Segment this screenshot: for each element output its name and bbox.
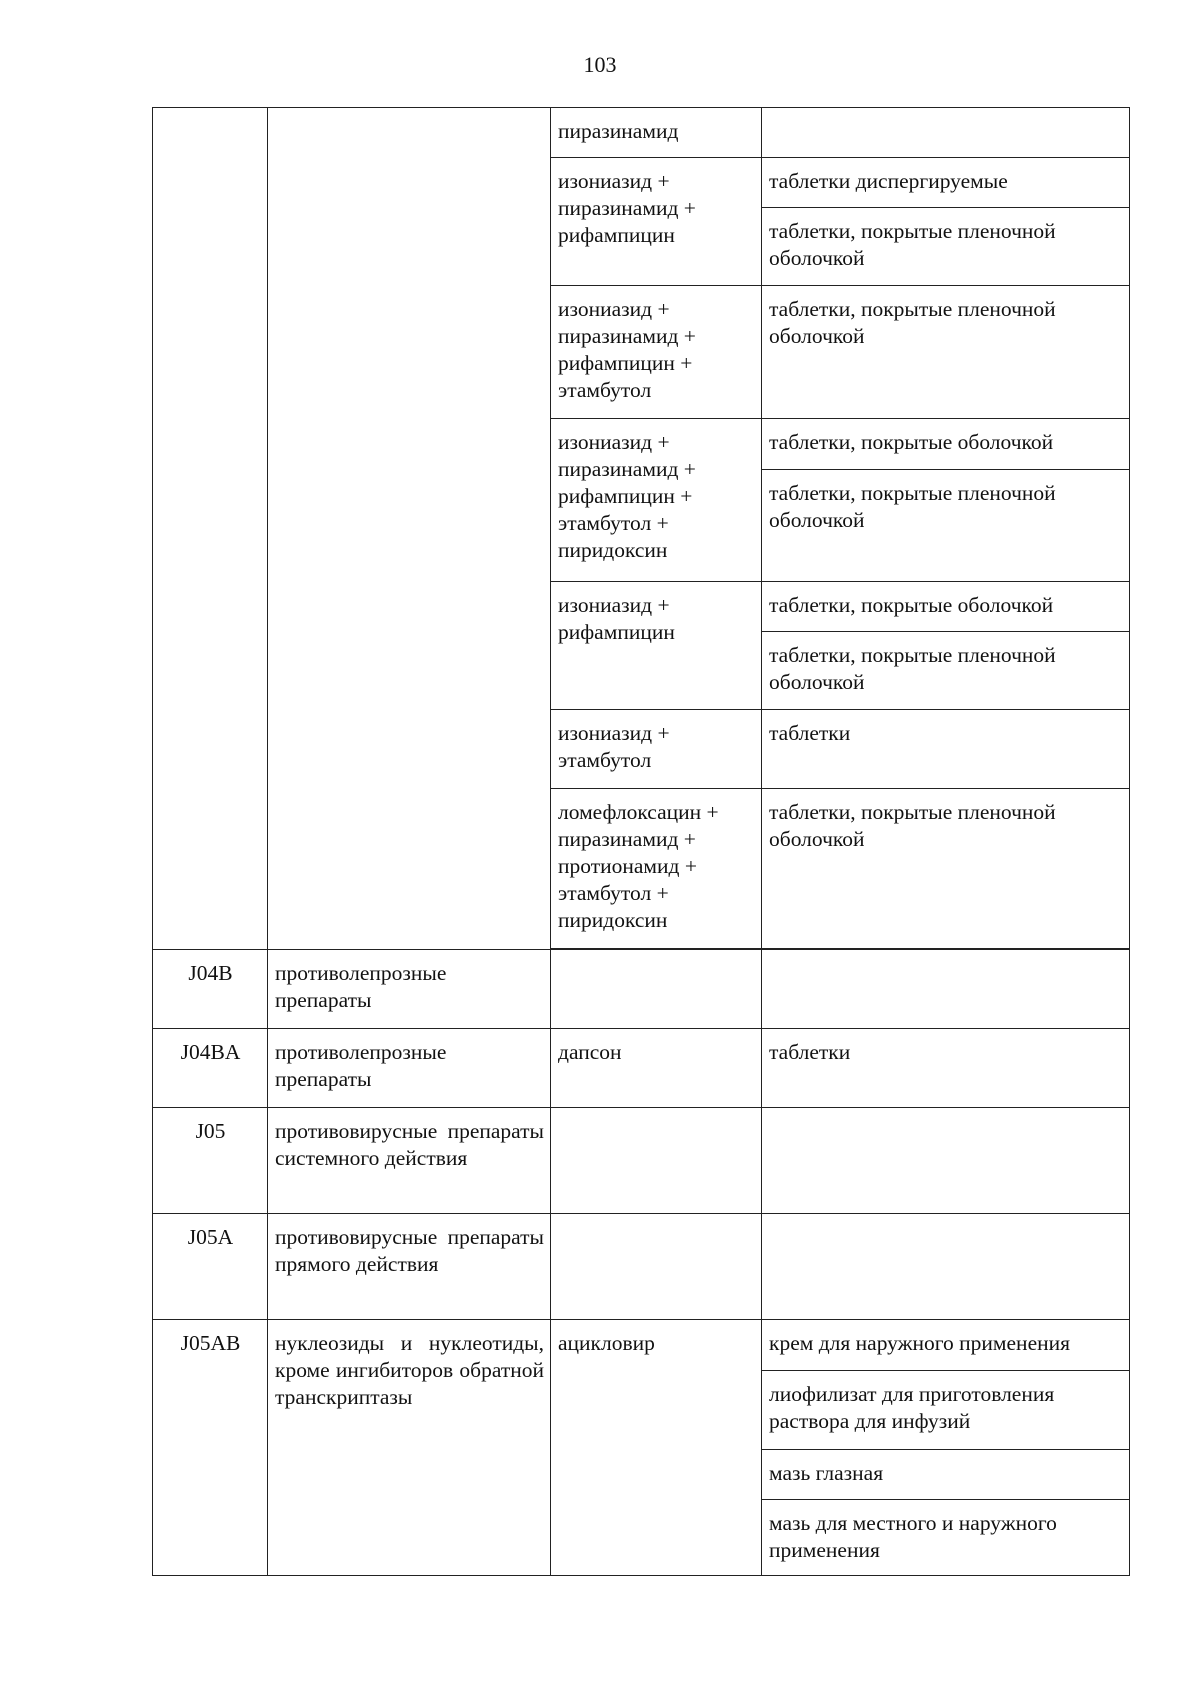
drug-name-cell: изониазид + пиразинамид + рифампицин — [551, 158, 762, 286]
drug-table — [152, 107, 1130, 1576]
dosage-form-cell — [762, 108, 1130, 158]
drug-name-cell: изониазид + этамбутол — [551, 710, 762, 789]
table-row — [153, 950, 1130, 1029]
atc-code-cell: J04BA — [153, 1029, 268, 1108]
dosage-form-cell: таблетки, покрытые оболочкой — [762, 582, 1130, 632]
dosage-form-cell: таблетки — [762, 1029, 1130, 1108]
dosage-form-cell: крем для наружного применения — [762, 1320, 1130, 1371]
dosage-form-cell: таблетки, покрытые оболочкой — [762, 419, 1130, 470]
group-name-cell — [268, 108, 551, 950]
dosage-form-cell — [762, 950, 1130, 1029]
dosage-form-cell — [762, 1214, 1130, 1320]
page-number: 103 — [583, 52, 617, 77]
atc-code-cell — [153, 108, 268, 950]
dosage-form-cell: таблетки, покрытые пленочной оболочкой — [762, 286, 1130, 419]
atc-code-cell: J05AB — [153, 1320, 268, 1576]
drug-name-cell: изониазид + пиразинамид + рифампицин + этамбутол + пиридоксин — [551, 419, 762, 582]
drug-name-cell — [551, 950, 762, 1029]
drug-name-cell: изониазид + рифампицин — [551, 582, 762, 710]
group-name-cell: противолепрозные препараты — [268, 1029, 551, 1108]
table-row — [153, 108, 1130, 158]
table-row — [153, 1320, 1130, 1371]
drug-name-cell: дапсон — [551, 1029, 762, 1108]
dosage-form-cell: мазь глазная — [762, 1450, 1130, 1500]
atc-code-cell: J05 — [153, 1108, 268, 1214]
table-row — [153, 1029, 1130, 1108]
table-row — [153, 1108, 1130, 1214]
table-row — [153, 1214, 1130, 1320]
drug-name-cell: ломефлоксацин + пиразинамид + протионамид + этамбутол + пиридоксин — [551, 789, 762, 949]
drug-name-cell — [551, 1214, 762, 1320]
dosage-form-cell: таблетки, покрытые пленочной оболочкой — [762, 632, 1130, 710]
dosage-form-cell: таблетки диспергируемые — [762, 158, 1130, 208]
drug-name-cell: пиразинамид — [551, 108, 762, 158]
dosage-form-cell: лиофилизат для приготовления раствора для инфузий — [762, 1371, 1130, 1450]
dosage-form-cell: таблетки, покрытые пленочной оболочкой — [762, 208, 1130, 286]
dosage-form-cell: таблетки, покрытые пленочной оболочкой — [762, 470, 1130, 582]
group-name-cell: противовирусные препараты прямого действия — [268, 1214, 551, 1320]
atc-code-cell: J04B — [153, 950, 268, 1029]
dosage-form-cell: таблетки, покрытые пленочной оболочкой — [762, 789, 1130, 949]
dosage-form-cell — [762, 1108, 1130, 1214]
dosage-form-cell: таблетки — [762, 710, 1130, 789]
drug-name-cell: изониазид + пиразинамид + рифампицин + этамбутол — [551, 286, 762, 419]
dosage-form-cell: мазь для местного и наружного применения — [762, 1500, 1130, 1576]
group-name-cell: противовирусные препараты системного действия — [268, 1108, 551, 1214]
drug-name-cell: ацикловир — [551, 1320, 762, 1576]
group-name-cell: противолепрозные препараты — [268, 950, 551, 1029]
group-name-cell: нуклеозиды и нуклеотиды, кроме ингибиторов обратной транскриптазы — [268, 1320, 551, 1576]
drug-name-cell — [551, 1108, 762, 1214]
atc-code-cell: J05A — [153, 1214, 268, 1320]
